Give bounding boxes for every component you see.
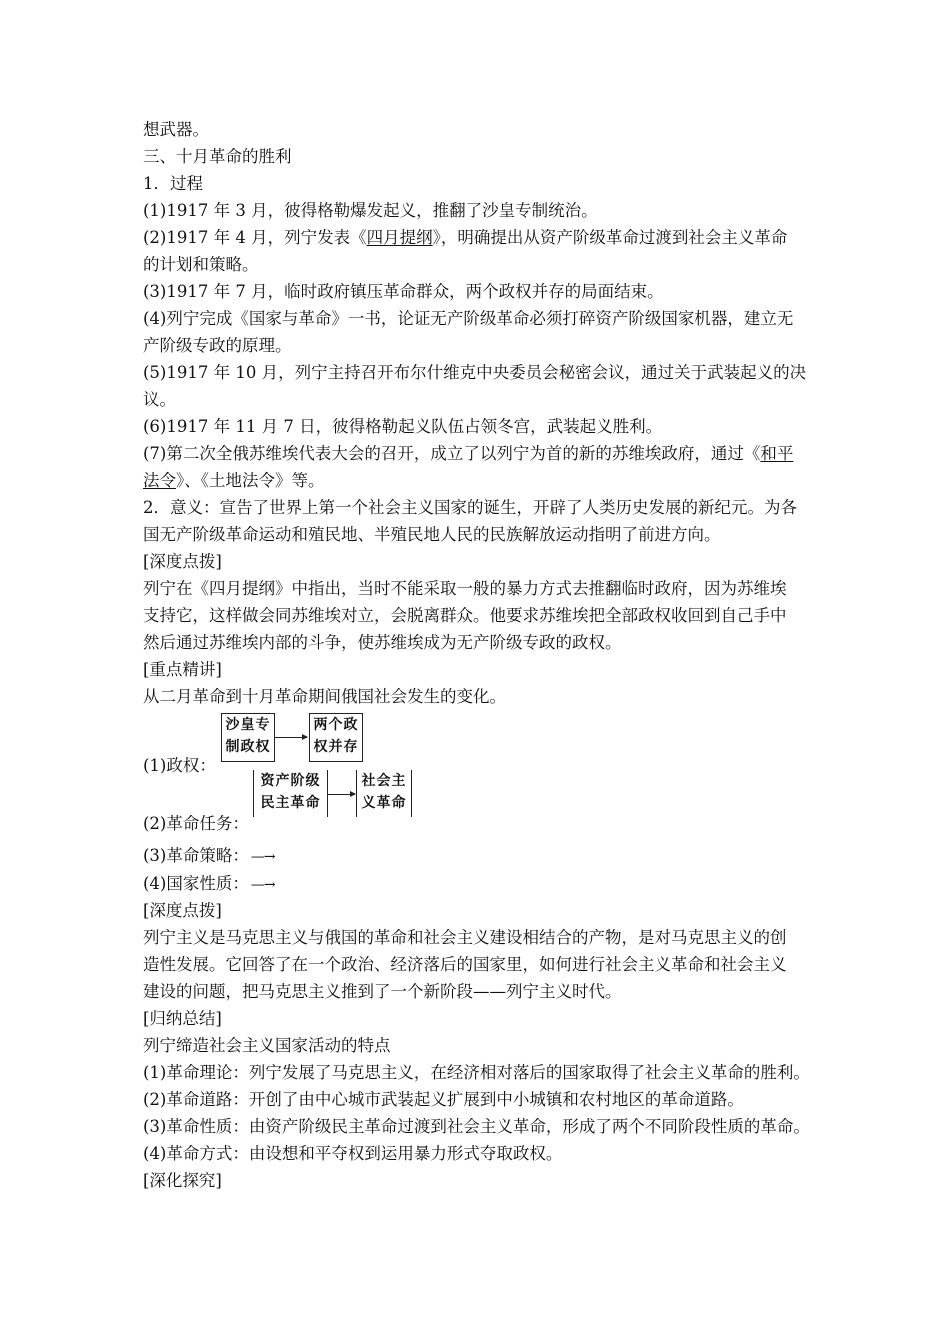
text-line: 议。 bbox=[143, 390, 176, 409]
text-span: (2)1917 年 4 月，列宁发表《 bbox=[143, 228, 367, 247]
text-line: (5)1917 年 10 月，列宁主持召开布尔什维克中央委员会秘密会议，通过关于武装起义的决 bbox=[143, 363, 807, 382]
nature-label: (4)国家性质： bbox=[143, 874, 249, 893]
underlined-term: 四月提纲 bbox=[366, 228, 433, 247]
text-line: 想武器。 bbox=[143, 120, 209, 139]
task-label: (2)革命任务： bbox=[143, 814, 249, 833]
text-line: 列宁缔造社会主义国家活动的特点 bbox=[143, 1036, 391, 1055]
text-line: 产阶级专政的原理。 bbox=[143, 336, 292, 355]
nature-line bbox=[143, 870, 823, 897]
document-page bbox=[143, 116, 823, 1194]
arrow-icon bbox=[327, 794, 355, 795]
text-line: 列宁主义是马克思主义与俄国的革命和社会主义建设相结合的产物，是对马克思主义的创 bbox=[143, 928, 787, 947]
text-line: (4)列宁完成《国家与革命》一书，论证无产阶级革命必须打碎资产阶级国家机器，建立无 bbox=[143, 309, 794, 328]
power-from-box bbox=[221, 713, 275, 762]
text-line: 从二月革命到十月革命期间俄国社会发生的变化。 bbox=[143, 687, 506, 706]
text-line: (4)革命方式：由设想和平夺权到运用暴力形式夺取政权。 bbox=[143, 1144, 563, 1163]
text-line: (1)1917 年 3 月，彼得格勒爆发起义，推翻了沙皇专制统治。 bbox=[143, 201, 598, 220]
text-line: (6)1917 年 11 月 7 日，彼得格勒起义队伍占领冬宫，武装起义胜利。 bbox=[143, 417, 663, 436]
power-to-box bbox=[309, 713, 363, 762]
task-from-box bbox=[253, 770, 328, 817]
bracket-heading: [深度点拨] bbox=[143, 552, 222, 571]
text-line: (2)革命道路：开创了由中心城市武装起义扩展到中小城镇和农村地区的革命道路。 bbox=[143, 1090, 744, 1109]
text-line: 支持它，这样做会同苏维埃对立，会脱离群众。他要求苏维埃把全部政权收回到自己手中 bbox=[143, 606, 787, 625]
box-line: 义革命 bbox=[361, 795, 407, 811]
arrow-icon: —→ bbox=[250, 877, 275, 893]
section-heading: 三、十月革命的胜利 bbox=[143, 147, 292, 166]
box-line: 权并存 bbox=[313, 739, 359, 755]
text-line: 建设的问题，把马克思主义推到了一个新阶段——列宁主义时代。 bbox=[143, 982, 622, 1001]
box-line: 社会主 bbox=[361, 773, 407, 789]
text-line bbox=[143, 467, 823, 494]
arrow-icon: —→ bbox=[250, 849, 275, 865]
bracket-heading: [深化探究] bbox=[143, 1171, 222, 1190]
bracket-heading: [深度点拨] bbox=[143, 901, 222, 920]
underlined-term: 法令 bbox=[143, 471, 176, 490]
text-span: (7)第二次全俄苏维埃代表大会的召开，成立了以列宁为首的新的苏维埃政府，通过《 bbox=[143, 444, 761, 463]
text-line: 国无产阶级革命运动和殖民地、半殖民地人民的民族解放运动指明了前进方向。 bbox=[143, 525, 721, 544]
text-line: (3)革命性质：由资产阶级民主革命过渡到社会主义革命，形成了两个不同阶段性质的革命。 bbox=[143, 1117, 810, 1136]
text-line: 列宁在《四月提纲》中指出，当时不能采取一般的暴力方式去推翻临时政府，因为苏维埃 bbox=[143, 579, 787, 598]
text-line bbox=[143, 440, 823, 467]
text-line: 然后通过苏维埃内部的斗争，使苏维埃成为无产阶级专政的政权。 bbox=[143, 633, 622, 652]
text-line: (3)1917 年 7 月，临时政府镇压革命群众，两个政权并存的局面结束。 bbox=[143, 282, 664, 301]
text-line bbox=[143, 224, 823, 251]
box-line: 制政权 bbox=[225, 739, 271, 755]
underlined-term: 和平 bbox=[760, 444, 794, 463]
text-span: 》，明确提出从资产阶级革命过渡到社会主义革命 bbox=[432, 228, 788, 247]
subheading: 2．意义：宣告了世界上第一个社会主义国家的诞生，开辟了人类历史发展的新纪元。为各 bbox=[143, 498, 797, 517]
change-diagram bbox=[143, 710, 823, 870]
text-line: 造性发展。它回答了在一个政治、经济落后的国家里，如何进行社会主义革命和社会主义 bbox=[143, 955, 787, 974]
power-label: (1)政权： bbox=[143, 756, 216, 775]
bracket-heading: [重点精讲] bbox=[143, 660, 222, 679]
arrow-icon bbox=[274, 737, 307, 738]
task-to-box bbox=[356, 770, 412, 817]
strategy-line bbox=[143, 842, 275, 869]
box-line: 民主革命 bbox=[260, 795, 321, 811]
box-line: 资产阶级 bbox=[260, 773, 321, 789]
subheading: 1．过程 bbox=[143, 174, 203, 193]
bracket-heading: [归纳总结] bbox=[143, 1009, 222, 1028]
text-line: 的计划和策略。 bbox=[143, 255, 259, 274]
text-line: (1)革命理论：列宁发展了马克思主义，在经济相对落后的国家取得了社会主义革命的胜利。 bbox=[143, 1063, 810, 1082]
text-span: 》、《土地法令》等。 bbox=[176, 471, 325, 490]
box-line: 两个政 bbox=[313, 717, 359, 733]
box-line: 沙皇专 bbox=[225, 717, 271, 733]
strategy-label: (3)革命策略： bbox=[143, 846, 249, 865]
